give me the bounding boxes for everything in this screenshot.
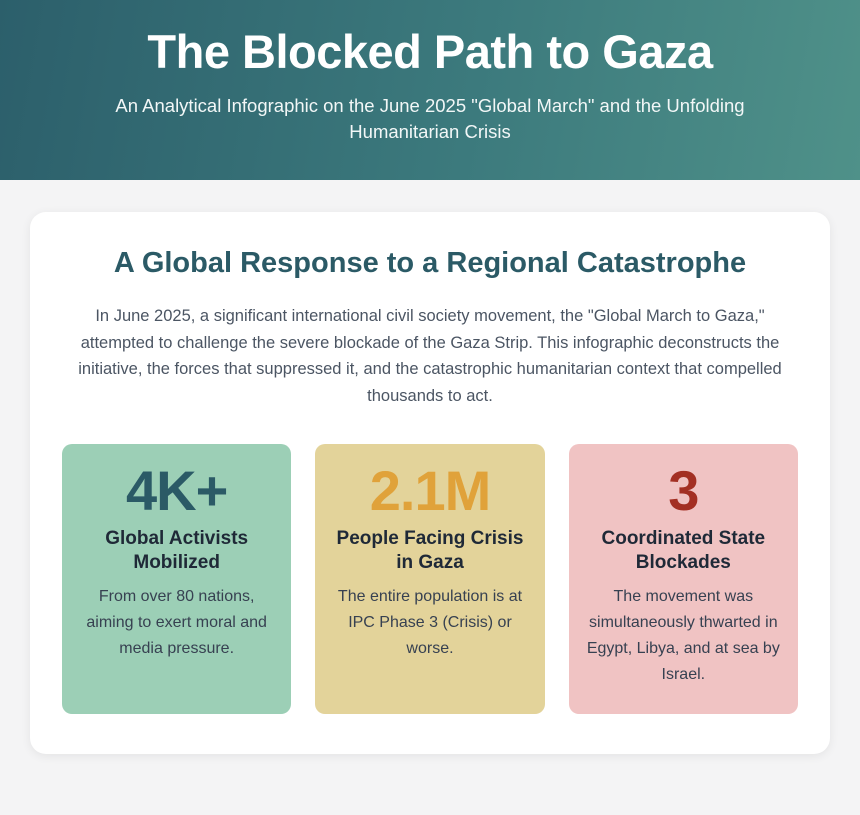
stat-value: 2.1M	[369, 458, 491, 522]
main-content	[0, 180, 860, 793]
stat-label: Coordinated State Blockades	[601, 527, 766, 574]
stat-card	[569, 444, 798, 714]
overview-card	[30, 212, 830, 753]
section-intro-text: In June 2025, a significant international civil society movement, the "Global March to Gaza," attempted to challenge the severe blockade of the Gaza Strip. This infographic deconstructs the initiative, the forces that suppressed it, and the catastrophic humanitarian context that compelled thousands to act.	[78, 307, 782, 406]
page-subtitle: An Analytical Infographic on the June 2025 "Global March" and the Unfolding Humanitarian Crisis	[115, 94, 745, 143]
stat-description: The entire population is at IPC Phase 3 (Crisis) or worse.	[337, 588, 523, 657]
stat-card	[315, 444, 544, 714]
stat-value: 3	[668, 458, 699, 522]
stat-description: From over 80 nations, aiming to exert moral and media pressure.	[86, 588, 267, 657]
stat-description: The movement was simultaneously thwarted in Egypt, Libya, and at sea by Israel.	[586, 588, 780, 683]
stat-label: Global Activists Mobilized	[105, 527, 249, 574]
page-header	[0, 0, 860, 180]
stat-card-group	[62, 444, 798, 714]
stat-card	[62, 444, 291, 714]
stat-value: 4K+	[126, 458, 228, 522]
page-title: The Blocked Path to Gaza	[147, 25, 713, 78]
stat-label: People Facing Crisis in Gaza	[336, 527, 524, 574]
section-title: A Global Response to a Regional Catastrophe	[113, 247, 747, 280]
